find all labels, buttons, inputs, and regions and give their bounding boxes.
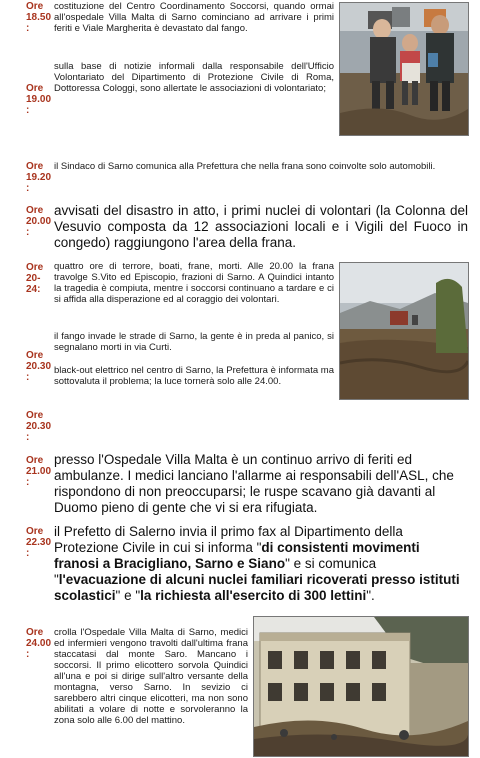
- entry-time: Ore 21.00 :: [26, 455, 52, 488]
- entry-text: il Sindaco di Sarno comunica alla Prefettura che nella frana sono coinvolte solo automobili.: [54, 161, 436, 172]
- entry-text: presso l'Ospedale Villa Malta è un continuo arrivo di feriti ed ambulanze. I medici lanciano l'allarme ai responsabili dell'ASL, che rispondono di non preoccuparsi; le ruspe scavano già davanti al Duomo pieno di gente che vi si era rifugiata.: [54, 452, 454, 515]
- bold-part: di consistenti movimenti franosi a Bracigliano, Sarno e Siano: [54, 540, 420, 571]
- entry-text: il fango invade le strade di Sarno, la gente è in preda al panico, si segnalano morti in via Curti.: [54, 331, 334, 353]
- text-part: il Prefetto di Salerno invia il primo fax al Dipartimento della Protezione Civile in cui si informa ": [54, 524, 403, 555]
- photo-hospital-ruins-image: [254, 617, 468, 756]
- entry-text: costituzione del Centro Coordinamento Soccorsi, quando ormai all'ospedale Villa Malta di Sarno cominciano ad arrivare i primi feriti e Viale Margherita è devastato dal fango.: [54, 1, 334, 34]
- entry-text: crolla l'Ospedale Villa Malta di Sarno, medici ed infermieri vengono travolti dall'ultima frana staccatasi dal monte Saro. Mancano i soccorsi. Il primo elicottero sorvola Quindici all'una e poi si dirige sull'altro versante della montagna, verso Sarno. In sevizio ci sarebbero altri cinque elicotteri, ma non sono abilitati a volare di notte e sorvoleranno la zona solo alle 6.00 del mattino.: [54, 627, 248, 726]
- entry-text: quattro ore di terrore, boati, frane, morti. Alle 20.00 la frana travolge S.Vito ed Episcopio, frazioni di Sarno. A Quindici intanto la tragedia è compiuta, mentre i soccorsi continuano a tardare e ci si affida alla disperazione ed al coraggio dei volontari.: [54, 261, 334, 305]
- entry-text: black-out elettrico nel centro di Sarno, la Prefettura è informata ma sottovaluta il problema; la luce tornerà solo alle 24.00.: [54, 365, 334, 387]
- bold-part: l'evacuazione di alcuni nuclei familiari ricoverati presso istituti scolastici: [54, 572, 460, 603]
- text-part: " e si comunica ": [54, 556, 377, 587]
- entry-time: Ore 20- 24:: [26, 262, 44, 295]
- text-part: ".: [366, 588, 375, 603]
- entry-text: avvisati del disastro in atto, i primi nuclei di volontari (la Colonna del Vesuvio composta da 12 associazioni locali e i Vigili del Fuoco in congedo) raggiungono l'area della frana.: [54, 203, 468, 250]
- entry-time: Ore 20.00 :: [26, 205, 52, 238]
- entry-time: Ore 22.30 :: [26, 526, 52, 559]
- entry-time: Ore 20.30 :: [26, 350, 52, 383]
- entry-time: Ore 18.50 :: [26, 1, 52, 34]
- photo-rescuers: [339, 2, 469, 136]
- photo-hospital-ruins: [253, 616, 469, 757]
- entry-time: Ore 20.30 :: [26, 410, 52, 443]
- entry-time: Ore 24.00 :: [26, 627, 52, 660]
- photo-landscape: [339, 262, 469, 400]
- bold-part: la richiesta all'esercito di 300 lettini: [140, 588, 367, 603]
- text-part: " e ": [115, 588, 141, 603]
- photo-rescuers-image: [340, 3, 468, 135]
- entry-time: Ore 19.00 :: [26, 83, 52, 116]
- entry-text: [54, 524, 468, 604]
- entry-time: Ore 19.20 :: [26, 161, 52, 194]
- entry-text: sulla base di notizie informali dalla responsabile dell'Ufficio Volontariato del Dipartimento di Protezione Civile di Roma, Dottoressa Cologgi, sono allertate le associazioni di volontariato;: [54, 61, 334, 94]
- photo-landscape-image: [340, 263, 468, 399]
